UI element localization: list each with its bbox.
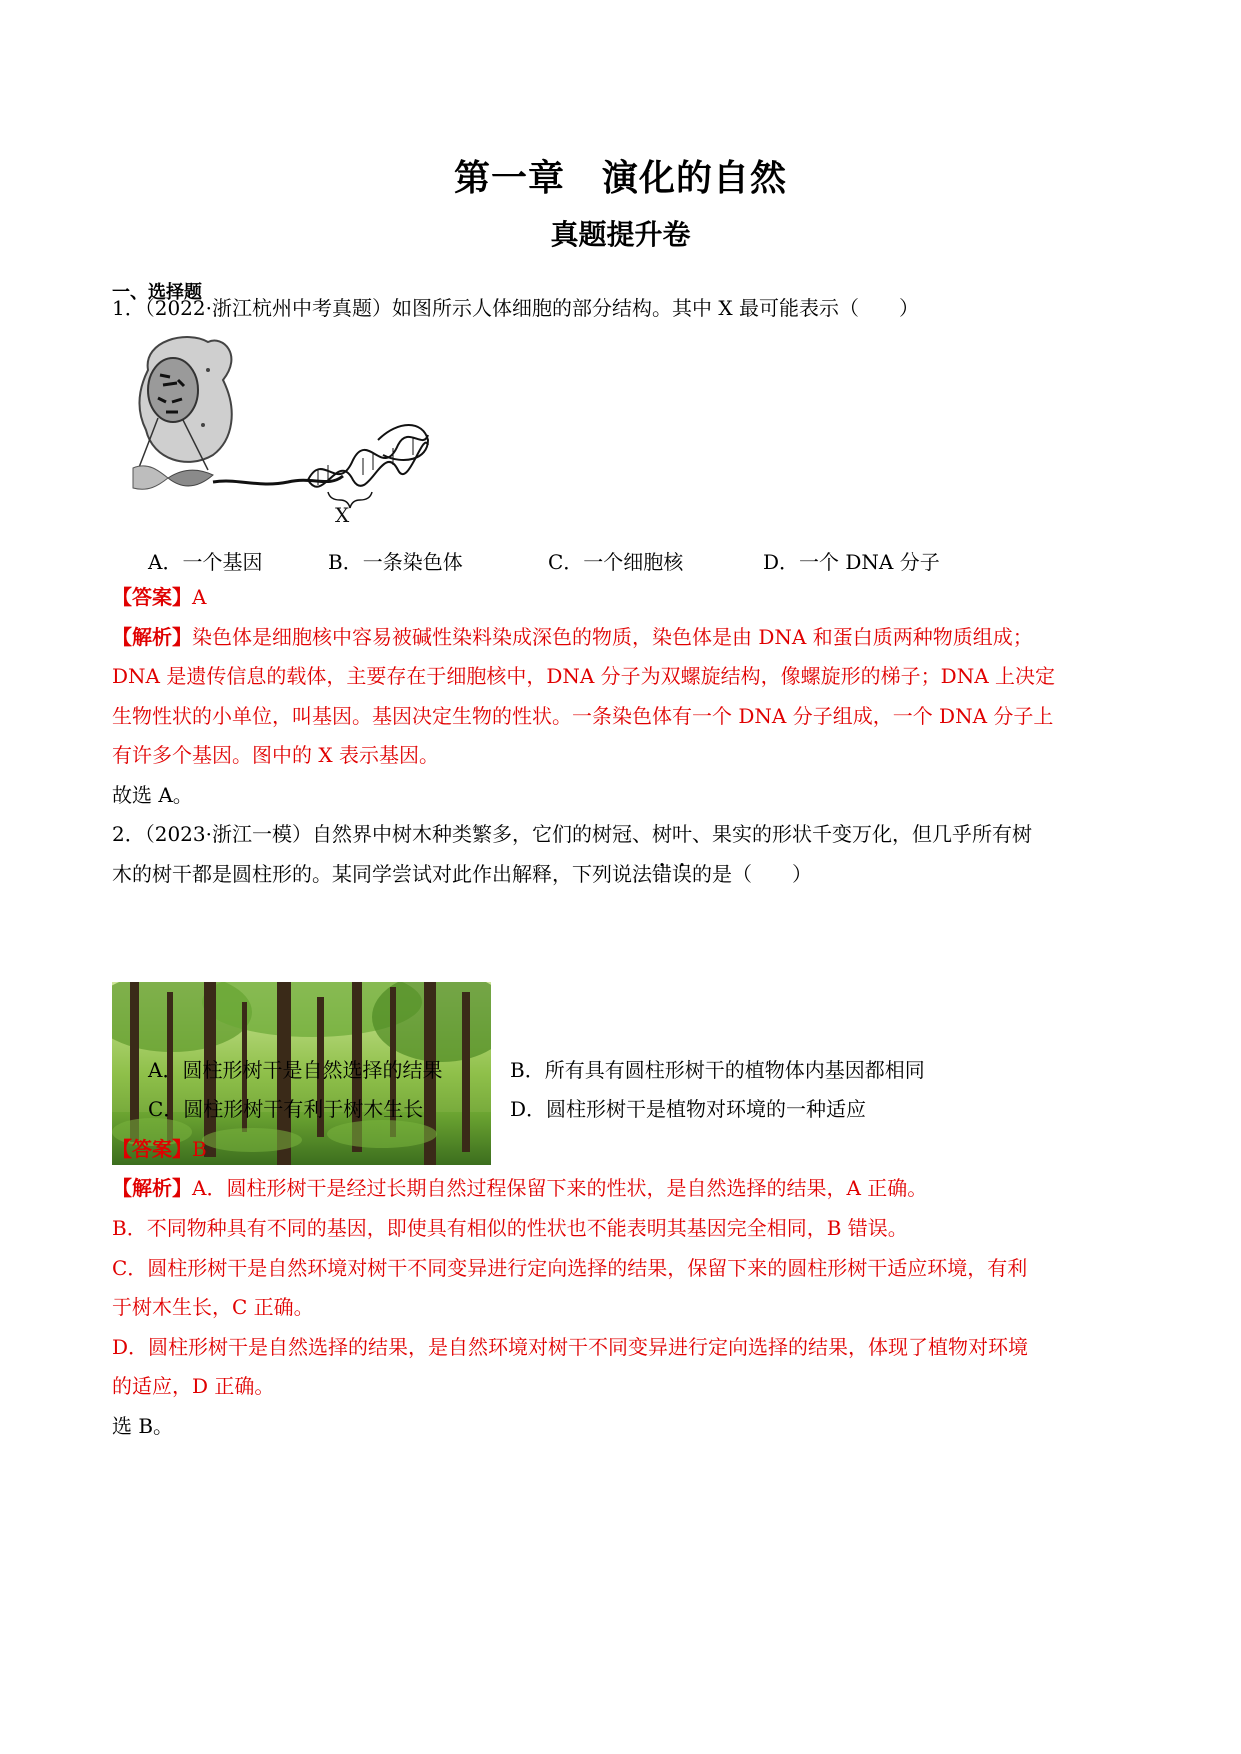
q2-answer-tag: 【答案】: [112, 1137, 192, 1161]
q2-analysis-tag: 【解析】: [112, 1176, 192, 1200]
q1-option-a: A．一个基因: [148, 550, 263, 574]
q1-conclusion: 故选 A。: [112, 783, 193, 807]
q2-option-d: D．圆柱形树干是植物对环境的一种适应: [510, 1097, 867, 1121]
q1-answer-value: A: [192, 585, 207, 609]
q2-analysis-line-6: 的适应，D 正确。: [112, 1374, 275, 1398]
q1-number: 1．: [112, 296, 145, 320]
q2-analysis-line-5: D．圆柱形树干是自然选择的结果，是自然环境对树干不同变异进行定向选择的结果，体现了植物对环境: [112, 1335, 1029, 1359]
cell-dna-figure: [128, 330, 438, 530]
q2-conclusion: 选 B。: [112, 1414, 174, 1438]
q2-analysis-line-2: B．不同物种具有不同的基因，即使具有相似的性状也不能表明其基因完全相同，B 错误。: [112, 1216, 908, 1240]
q1-answer-tag: 【答案】: [112, 585, 192, 609]
q2-analysis-line-3: C．圆柱形树干是自然环境对树干不同变异进行定向选择的结果，保留下来的圆柱形树干适应环境，有利: [112, 1256, 1028, 1280]
q1-analysis-line-3: 生物性状的小单位，叫基因。基因决定生物的性状。一条染色体有一个 DNA 分子组成，一个 DNA 分子上: [112, 704, 1054, 728]
q2-emphasis-1: 错: [652, 862, 672, 886]
q2-option-b: B．所有具有圆柱形树干的植物体内基因都相同: [510, 1058, 925, 1082]
q1-option-d: D．一个 DNA 分子: [763, 550, 940, 574]
q2-stem-pre: 木的树干都是圆柱形的。某同学尝试对此作出解释，下列说法: [112, 862, 652, 886]
q2-analysis-text-1: A．圆柱形树干是经过长期自然过程保留下来的性状，是自然选择的结果，A 正确。: [192, 1176, 928, 1200]
page-subtitle: 真题提升卷: [550, 218, 691, 251]
q1-stem: [112, 288, 919, 328]
q1-stem-text: （2022·浙江杭州中考真题）如图所示人体细胞的部分结构。其中 X 最可能表示（ ）: [144, 296, 919, 320]
q2-analysis-line-1: [112, 1168, 927, 1208]
figure-x-label: X: [335, 503, 350, 527]
q2-option-a: A．圆柱形树干是自然选择的结果: [148, 1058, 443, 1082]
page-title: 第一章 演化的自然: [453, 157, 787, 199]
q2-analysis-line-4: 于树木生长，C 正确。: [112, 1295, 314, 1319]
q1-analysis-tag: 【解析】: [112, 625, 192, 649]
q2-stem-line-1: [112, 814, 1032, 854]
q1-answer: [112, 577, 206, 617]
q1-analysis-text-1: 染色体是细胞核中容易被碱性染料染成深色的物质，染色体是由 DNA 和蛋白质两种物质组成；: [192, 625, 1033, 649]
q1-analysis-line-4: 有许多个基因。图中的 X 表示基因。: [112, 743, 439, 767]
q2-option-c: C．圆柱形树干有利于树木生长: [148, 1097, 424, 1121]
q1-option-b: B．一条染色体: [328, 550, 463, 574]
q2-answer: [112, 1129, 207, 1169]
section-heading: 一、选择题: [112, 282, 202, 303]
q1-analysis-line-2: DNA 是遗传信息的载体，主要存在于细胞核中，DNA 分子为双螺旋结构，像螺旋形的梯子；DNA 上决定: [112, 664, 1056, 688]
q2-stem-post: 的是（ ）: [692, 862, 812, 886]
q2-stem-line-2: [112, 854, 812, 894]
q2-answer-value: B: [192, 1137, 207, 1161]
q2-stem-text-1: （2023·浙江一模）自然界中树木种类繁多，它们的树冠、树叶、果实的形状千变万化，但几乎所有树: [144, 822, 1032, 846]
q2-number: 2．: [112, 822, 145, 846]
q2-emphasis-2: 误: [672, 862, 692, 886]
q1-analysis-line-1: [112, 617, 1033, 657]
q1-option-c: C．一个细胞核: [548, 550, 684, 574]
